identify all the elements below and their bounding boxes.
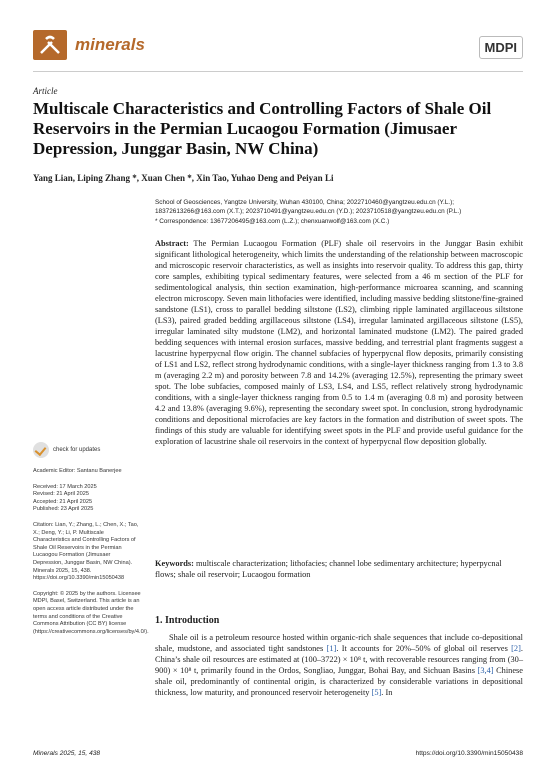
journal-name[interactable]: minerals — [75, 35, 145, 54]
header-divider — [33, 71, 523, 72]
check-for-updates-button[interactable] — [33, 442, 141, 458]
introduction-text — [155, 632, 523, 698]
intro-text-1: Shale oil is a petroleum resource hosted within organic-rich shale sequences that include co-depositional shale, mudstone, and associated tight sandstones — [155, 633, 523, 653]
reference-link[interactable]: [2] — [511, 644, 521, 653]
reference-link[interactable]: [1] — [326, 644, 337, 653]
keywords-label: Keywords: — [155, 559, 194, 568]
journal-logo — [33, 30, 67, 60]
abstract-text: The Permian Lucaogou Formation (PLF) shale oil reservoirs in the Junggar Basin exhibit significant lithological heterogeneity, which limits the understanding of the relationship between macroscopic and microscopic reservoir characteristics, as well as insights into reservoir quality. To address this gap, thirty core samples, exhibiting typical sedimentary features, were selected from a 46 m section of the PLF for sedimentological analysis, thin section examination, high-performance microarea scanning, and scanning electron microscopy. Seven main lithofacies were identified, including massive bedding slitstone/fine-grained sandstone (LS1), cross to parallel bedding siltstone (LS2), climbing ripple laminated argillaceous siltstone (LS3), paired graded bedding argillaceous siltstone (LS4), irregular laminated argillaceous siltstone (LS5), irregular laminated silty mudstone (LM2), and horizontal laminated mudstone (LM2). The paired graded bedding sequences with internal erosion surfaces, massive bedding, and terrestrial plant fragments suggest a lacustrine hyperpycnal flow origin. The channel subfacies of hyperpycnal flow deposits, primarily consisting of LS1 and LS2, reflect strong hydrodynamic conditions, with a single-layer thickness ranging from 1.3 to 3.8 m (averaging 2.2 m) and porosity between 7.8 and 14.2% (averaging 12.5%), representing the primary sweet spot. The lobe subfacies, composed mainly of LS3, LS4, and LS5, reflect relatively strong hydrodynamic conditions, with a single-layer thickness ranging from 0.5 to 1.4 m (averaging 0.8 m) and porosity between 4.2 and 13.8% (averaging 9.6%), representing the secondary sweet spot. In conclusion, strong hydrodynamic conditions and depositional microfacies are key factors in the formation and distribution of sweet spots. The findings of this study are valuable for identifying sweet spots in the PLF and provide useful guidance for the exploration of lacustrine shale oil reservoirs in the context of hyperpycnal flow deposition globally. — [155, 239, 524, 446]
received-date: Received: 17 March 2025 — [33, 483, 97, 490]
affiliations — [155, 198, 523, 226]
footer-doi-link[interactable]: https://doi.org/10.3390/min15050438 — [415, 750, 523, 757]
abstract-label: Abstract: — [155, 239, 189, 248]
author-list: Yang Lian, Liping Zhang *, Xuan Chen *, Xin Tao, Yuhao Deng and Peiyan Li — [33, 173, 334, 183]
academic-editor: Academic Editor: Santanu Banerjee — [33, 468, 122, 474]
intro-text-2: . It accounts for 20%–50% of global oil reserves — [336, 644, 512, 653]
published-date: Published: 23 April 2025 — [33, 506, 94, 513]
section-heading: 1. Introduction — [155, 615, 220, 626]
paper-title: Multiscale Characteristics and Controlling Factors of Shale Oil Reservoirs in the Permian Lucaogou Formation (Jimusaer Depression, Junggar Basin, NW China) — [33, 99, 492, 158]
intro-text-4: Chinese shale oil, predominantly of continental origin, is characterized by considerable variations in depositional thickness, low maturity, and pronounced reservoir heterogeneity — [155, 666, 524, 697]
pickaxe-icon — [38, 34, 62, 56]
article-sidebar — [33, 442, 149, 644]
reference-link[interactable]: [3,4] — [477, 666, 494, 675]
keywords — [155, 558, 523, 580]
citation: Citation: Lian, Y.; Zhang, L.; Chen, X.; Tao, X.; Deng, Y.; Li, P. Multiscale Characteristics and Controlling Factors of Shale Oil Reservoirs in the Permian Lucaogou Formation (Jimusaer Depression, Junggar Basin, NW China). Minerals 2025, 15, 438. https://doi.org/10.3390/min15050438 — [33, 521, 139, 582]
affiliation-text: School of Geosciences, Yangtze University, Wuhan 430100, China; 2022710460@yangtzeu.edu.cn (Y.L.); 18372613266@163.com (X.T.); 2023710491@yangtzeu.edu.cn (Y.D.); 2023710518@yangtzeu.edu.cn (P.L.) — [155, 199, 462, 215]
correspondence: * Correspondence: 13677206495@163.com (L.Z.); chenxuanwolf@163.com (X.C.) — [155, 218, 390, 225]
footer-citation: Minerals 2025, 15, 438 — [33, 750, 101, 757]
article-type: Article — [33, 86, 58, 96]
check-updates-icon — [33, 442, 49, 458]
copyright: Copyright: © 2025 by the authors. Licensee MDPI, Basel, Switzerland. This article is an open access article distributed under the terms and conditions of the Creative Commons Attribution (CC BY) license (https://creativecommons.org/licenses/by/4.0/). — [33, 590, 149, 635]
journal-header — [33, 28, 523, 68]
publisher-logo[interactable]: MDPI — [479, 36, 524, 59]
intro-text-5: . In — [381, 688, 393, 697]
revised-date: Revised: 21 April 2025 — [33, 491, 89, 498]
reference-link[interactable]: [5] — [371, 688, 382, 697]
keywords-text: multiscale characterization; lithofacies; channel lobe sedimentary architecture; hyperpycnal flows; shale oil reservoir; Lucaogou formation — [155, 559, 502, 579]
intro-text-3: . China’s shale oil resources are estimated at (100–3722) × 10⁸ t, with recoverable resources ranging from (30–900) × 10⁸ t, primarily found in the Ordos, Songliao, Junggar, Bohai Bay, and Sichuan Basins — [155, 644, 523, 675]
abstract — [155, 238, 523, 447]
check-updates-label: check for updates — [53, 446, 101, 453]
accepted-date: Accepted: 21 April 2025 — [33, 498, 93, 505]
